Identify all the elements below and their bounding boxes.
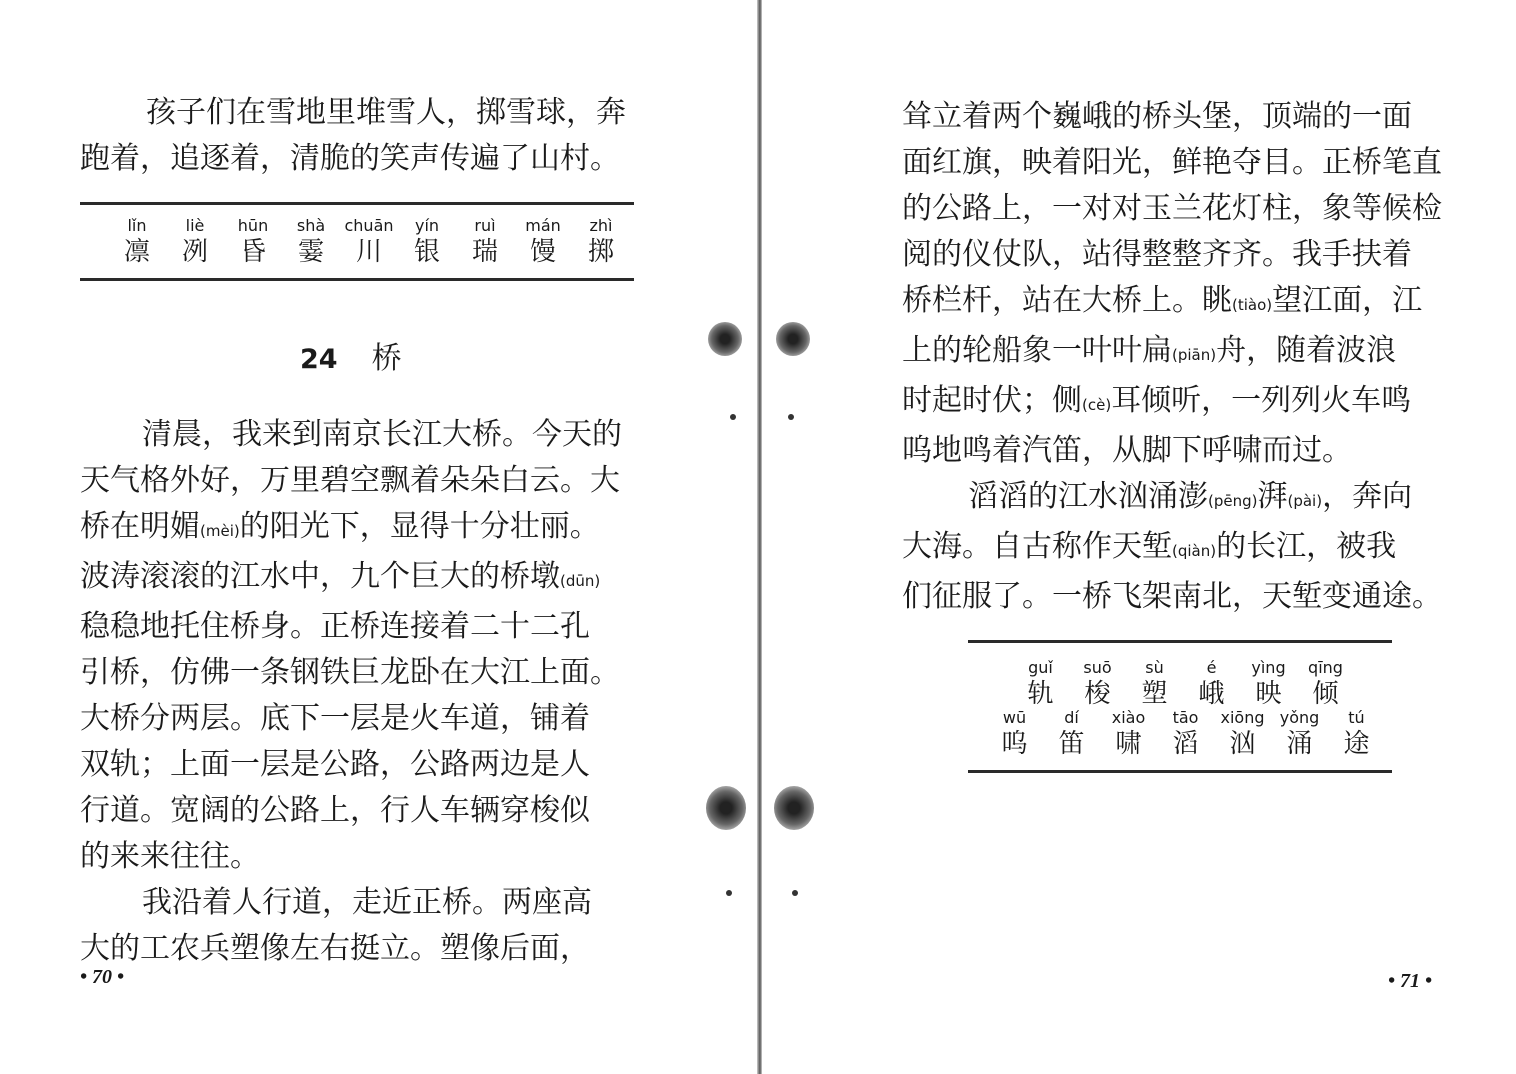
vocab-list-right-row1: [1012, 658, 1354, 710]
vocab-item: [1297, 658, 1354, 710]
text-line: 呜地鸣着汽笛，从脚下呼啸而过。: [902, 433, 1352, 468]
text-line: 阅的仪仗队，站得整整齐齐。我手扶着: [902, 237, 1412, 272]
vocab-list-right-row2: [986, 708, 1385, 760]
text-line: 天气格外好，万里碧空飘着朵朵白云。大: [80, 463, 620, 498]
vocab-pinyin: guǐ: [1028, 658, 1053, 677]
text-line: [902, 378, 1442, 428]
binding-dot: [730, 414, 736, 420]
vocab-pinyin: lǐn: [127, 216, 147, 235]
vocab-item: [1183, 658, 1240, 710]
text-line: [902, 278, 1442, 328]
vocab-char: 冽: [181, 237, 208, 267]
text-fragment: 舟，随着波浪: [1216, 333, 1397, 368]
vocab-item: [514, 216, 572, 268]
binding-hole: [774, 786, 814, 830]
text-line: [80, 554, 622, 604]
text-line: 跑着，追逐着，清脆的笑声传遍了山村。: [80, 141, 620, 176]
binding-dot: [788, 414, 794, 420]
binding-dot: [792, 890, 798, 896]
vocab-item: [340, 216, 398, 268]
text-line: 稳稳地托住桥身。正桥连接着二十二孔: [80, 609, 590, 644]
text-line: 大的工农兵塑像左右挺立。塑像后面，: [80, 931, 590, 966]
text-fragment: 望江面，江: [1272, 283, 1423, 318]
vocab-pinyin: shà: [296, 216, 326, 235]
vocab-item: [1012, 658, 1069, 710]
vocab-item: [572, 216, 630, 268]
vocab-char: 梭: [1084, 679, 1111, 709]
vocab-item: [1271, 708, 1328, 760]
vocab-pinyin: mán: [525, 216, 561, 235]
divider-rule: [80, 202, 634, 205]
text-fragment: 时起时伏；侧: [902, 383, 1082, 418]
page-number: • 71 •: [1388, 970, 1433, 992]
paragraph-1: [80, 412, 622, 972]
text-line: 的来来往往。: [80, 839, 260, 874]
vocab-char: 川: [355, 237, 382, 267]
vocab-pinyin: dí: [1064, 708, 1079, 727]
text-line: [902, 524, 1442, 574]
vocab-item: [282, 216, 340, 268]
pinyin-note: (tiào): [1232, 296, 1273, 314]
text-fragment: 大海。自古称作天堑: [902, 529, 1172, 564]
vocab-char: 轨: [1027, 679, 1054, 709]
vocab-item: [1157, 708, 1214, 760]
vocab-char: 笛: [1058, 729, 1085, 759]
vocab-pinyin: liè: [185, 216, 205, 235]
vocab-char: 瑞: [471, 237, 498, 267]
vocab-char: 掷: [587, 237, 614, 267]
binding-hole: [706, 786, 746, 830]
pinyin-note: (mèi): [200, 522, 240, 540]
vocab-char: 馒: [529, 237, 556, 267]
divider-rule: [80, 278, 634, 281]
binding-dot: [726, 890, 732, 896]
vocab-char: 涌: [1286, 729, 1313, 759]
text-line: [80, 504, 622, 554]
text-line: 大桥分两层。底下一层是火车道，铺着: [80, 701, 590, 736]
pinyin-note: (cè): [1082, 396, 1112, 414]
vocab-item: [1214, 708, 1271, 760]
text-fragment: 波涛滚滚的江水中，九个巨大的桥墩: [80, 559, 560, 594]
lesson-number: 24: [300, 344, 338, 375]
vocab-item: [1126, 658, 1183, 710]
vocab-item: [224, 216, 282, 268]
vocab-char: 呜: [1001, 729, 1028, 759]
binding-hole: [776, 322, 810, 356]
vocab-char: 霎: [297, 237, 324, 267]
vocab-char: 昏: [239, 237, 266, 267]
vocab-char: 峨: [1198, 679, 1225, 709]
pinyin-note: (pēng): [1208, 492, 1258, 510]
vocab-pinyin: wū: [1002, 708, 1027, 727]
vocab-pinyin: tāo: [1172, 708, 1199, 727]
vocab-pinyin: suō: [1083, 658, 1112, 677]
pinyin-note: (dūn): [560, 572, 601, 590]
text-fragment: 桥栏杆，站在大桥上。眺: [902, 283, 1232, 318]
vocab-char: 凛: [123, 237, 150, 267]
lesson-title: [300, 334, 402, 385]
text-line: 面红旗，映着阳光，鲜艳夺目。正桥笔直: [902, 145, 1442, 180]
text-fragment: 桥在明媚: [80, 509, 200, 544]
vocab-pinyin: qīng: [1308, 658, 1343, 677]
text-fragment: 滔滔的江水汹涌澎: [968, 479, 1208, 514]
text-line: [902, 328, 1442, 378]
text-fragment: 的长江，被我: [1216, 529, 1397, 564]
vocab-char: 映: [1255, 679, 1282, 709]
intro-paragraph: [80, 90, 626, 182]
right-page: [762, 0, 1516, 1074]
text-line: [902, 474, 1442, 524]
vocab-pinyin: zhì: [589, 216, 613, 235]
vocab-item: [456, 216, 514, 268]
vocab-char: 啸: [1115, 729, 1142, 759]
text-line: 双轨；上面一层是公路，公路两边是人: [80, 747, 590, 782]
vocab-pinyin: chuān: [344, 216, 394, 235]
text-line: 们征服了。一桥飞架南北，天堑变通途。: [902, 579, 1442, 614]
vocab-pinyin: é: [1206, 658, 1217, 677]
pinyin-note: (pài): [1287, 492, 1323, 510]
vocab-item: [1328, 708, 1385, 760]
vocab-pinyin: ruì: [474, 216, 496, 235]
vocab-pinyin: yìng: [1251, 658, 1286, 677]
text-fragment: 上的轮船象一叶叶扁: [902, 333, 1172, 368]
vocab-pinyin: xiào: [1111, 708, 1146, 727]
text-line: 孩子们在雪地里堆雪人，掷雪球，奔: [146, 95, 626, 130]
text-fragment: 湃: [1257, 479, 1288, 514]
vocab-item: [108, 216, 166, 268]
text-line: 耸立着两个巍峨的桥头堡，顶端的一面: [902, 99, 1412, 134]
vocab-item: [1100, 708, 1157, 760]
vocab-pinyin: tú: [1348, 708, 1365, 727]
text-fragment: 耳倾听，一列列火车鸣: [1111, 383, 1412, 418]
vocab-item: [1069, 658, 1126, 710]
page-number: • 70 •: [80, 966, 125, 988]
text-line: 引桥，仿佛一条钢铁巨龙卧在大江上面。: [80, 655, 620, 690]
lesson-title-text: 桥: [371, 341, 402, 376]
vocab-item: [398, 216, 456, 268]
vocab-char: 银: [413, 237, 440, 267]
vocab-item: [1043, 708, 1100, 760]
text-line: 清晨，我来到南京长江大桥。今天的: [142, 417, 622, 452]
text-line: 我沿着人行道，走近正桥。两座高: [142, 885, 592, 920]
divider-rule: [968, 770, 1392, 773]
binding-hole: [708, 322, 742, 356]
pinyin-note: (qiàn): [1172, 542, 1217, 560]
vocab-pinyin: xiōng: [1220, 708, 1265, 727]
text-line: 的公路上，一对对玉兰花灯柱，象等候检: [902, 191, 1442, 226]
pinyin-note: (piān): [1172, 346, 1217, 364]
vocab-char: 滔: [1172, 729, 1199, 759]
vocab-pinyin: hūn: [237, 216, 269, 235]
vocab-char: 倾: [1312, 679, 1339, 709]
text-fragment: 的阳光下，显得十分壮丽。: [239, 509, 600, 544]
vocab-char: 途: [1343, 729, 1370, 759]
vocab-pinyin: yǒng: [1279, 708, 1320, 727]
text-fragment: ，奔向: [1322, 479, 1413, 514]
vocab-char: 汹: [1229, 729, 1256, 759]
text-line: 行道。宽阔的公路上，行人车辆穿梭似: [80, 793, 590, 828]
vocab-item: [1240, 658, 1297, 710]
vocab-list-left: [108, 216, 630, 268]
vocab-item: [166, 216, 224, 268]
vocab-pinyin: sù: [1145, 658, 1164, 677]
vocab-item: [986, 708, 1043, 760]
right-paragraph-1: [902, 94, 1442, 620]
vocab-char: 塑: [1141, 679, 1168, 709]
divider-rule: [968, 640, 1392, 643]
vocab-pinyin: yín: [414, 216, 440, 235]
